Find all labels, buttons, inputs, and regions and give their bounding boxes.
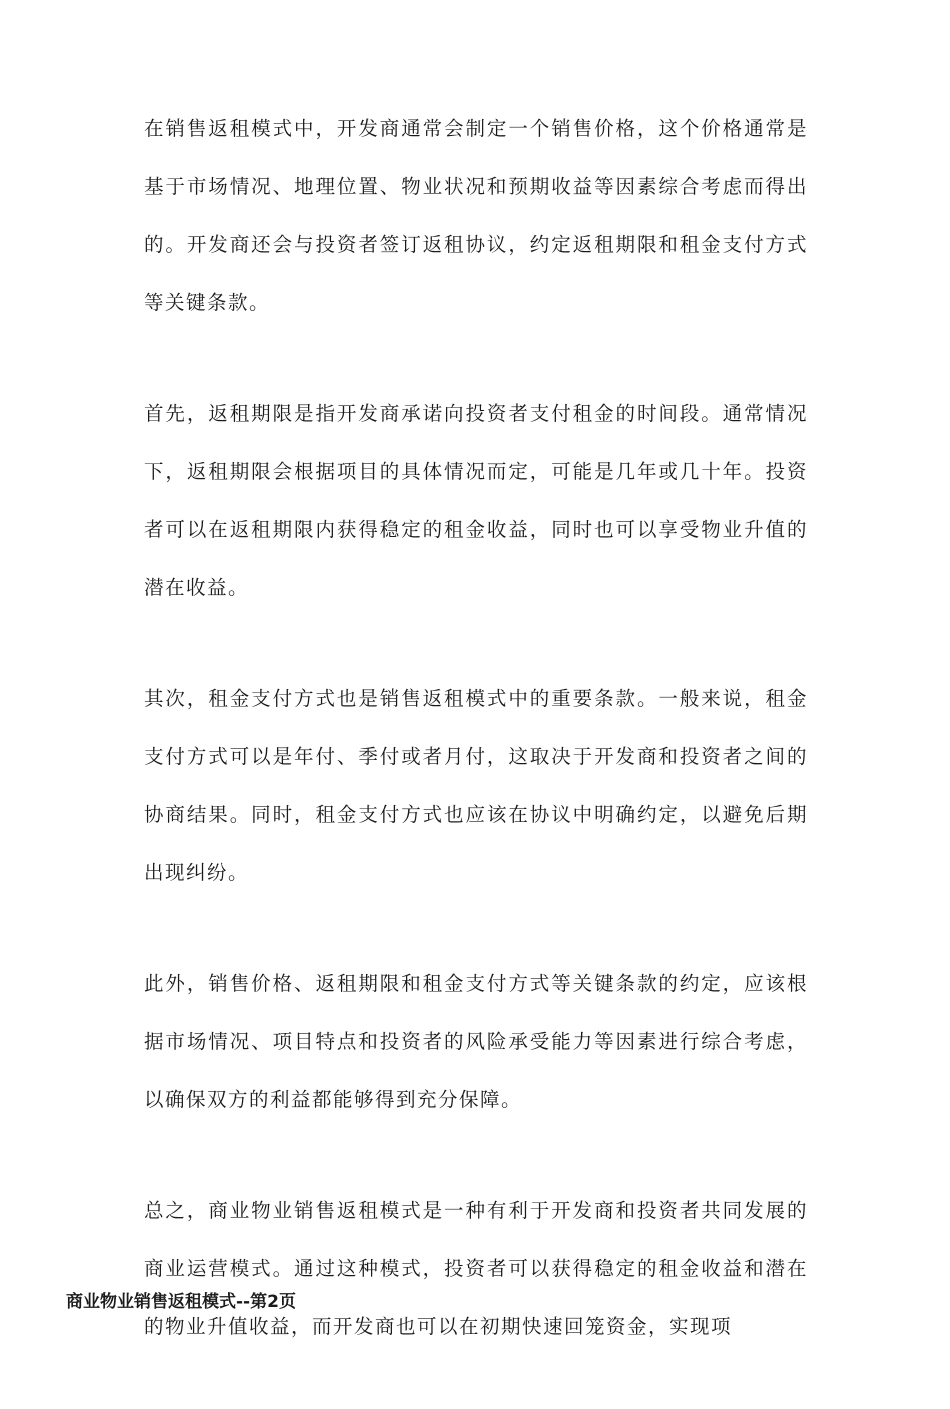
paragraph-5: 总之，商业物业销售返租模式是一种有利于开发商和投资者共同发展的商业运营模式。通过这种模式，投资者可以获得稳定的租金收益和潜在的物业升值收益，而开发商也可以在初期快速回笼资金，实现项: [144, 1199, 808, 1338]
paragraph-4: 此外，销售价格、返租期限和租金支付方式等关键条款的约定，应该根据市场情况、项目特点和投资者的风险承受能力等因素进行综合考虑，以确保双方的利益都能够得到充分保障。: [144, 972, 808, 1111]
page-footer: 商业物业销售返租模式--第2页: [66, 1292, 296, 1312]
paragraph-2: 首先，返租期限是指开发商承诺向投资者支付租金的时间段。通常情况下，返租期限会根据项目的具体情况而定，可能是几年或几十年。投资者可以在返租期限内获得稳定的租金收益，同时也可以享受物业升值的潜在收益。: [144, 402, 808, 599]
paragraph-1: 在销售返租模式中，开发商通常会制定一个销售价格，这个价格通常是基于市场情况、地理位置、物业状况和预期收益等因素综合考虑而得出的。开发商还会与投资者签订返租协议，约定返租期限和租金支付方式等关键条款。: [144, 117, 808, 314]
document-body: [144, 100, 808, 1409]
paragraph-3: 其次，租金支付方式也是销售返租模式中的重要条款。一般来说，租金支付方式可以是年付、季付或者月付，这取决于开发商和投资者之间的协商结果。同时，租金支付方式也应该在协议中明确约定，以避免后期出现纠纷。: [144, 687, 808, 884]
